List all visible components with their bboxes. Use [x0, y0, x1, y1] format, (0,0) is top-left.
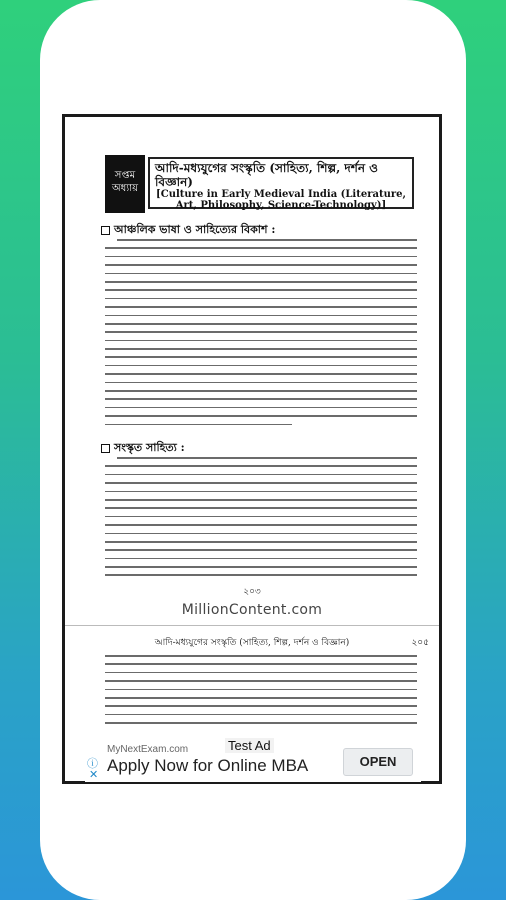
checkbox-icon [101, 226, 110, 235]
text-line [105, 705, 417, 707]
text-line [105, 390, 417, 392]
page-divider [65, 625, 439, 626]
text-line [105, 256, 417, 258]
text-line [105, 672, 417, 674]
checkbox-icon [101, 444, 110, 453]
text-line [105, 558, 417, 560]
chapter-title-box [148, 157, 414, 209]
section-heading-sanskrit-literature [101, 439, 185, 458]
text-line [105, 356, 417, 358]
chapter-title-english: [Culture in Early Medieval India (Literature, Art, Philosophy, Science-Technology)] [156, 189, 406, 211]
ad-label: Test Ad [225, 738, 274, 753]
chapter-title-bengali: আদি-মধ্যযুগের সংস্কৃতি (সাহিত্য, শিল্প, দর্শন ও বিজ্ঞান) [155, 161, 379, 189]
text-line [105, 689, 417, 691]
text-line [105, 524, 417, 526]
text-line [105, 663, 417, 665]
page-number: ২০৩ [243, 587, 261, 597]
ad-banner[interactable] [85, 738, 421, 782]
text-line [105, 499, 417, 501]
text-line [105, 474, 417, 476]
ad-source: MyNextExam.com [107, 744, 189, 755]
next-page-number: ২০৫ [411, 638, 429, 648]
text-line [105, 722, 417, 724]
text-line [105, 574, 417, 576]
text-line [105, 714, 417, 716]
next-page-paragraph [105, 655, 417, 735]
text-line [105, 382, 417, 384]
ad-headline[interactable]: Apply Now for Online MBA [107, 756, 309, 775]
ad-info-icon[interactable]: ⓘ [87, 757, 98, 770]
text-line [105, 697, 417, 699]
text-line [105, 331, 417, 333]
next-page-header: আদি-মধ্যযুগের সংস্কৃতি (সাহিত্য, শিল্প, দর্শন ও বিজ্ঞান) [154, 638, 350, 648]
chapter-badge-line2: অধ্যায় [112, 183, 138, 194]
book-page[interactable] [62, 114, 442, 784]
text-line [105, 281, 417, 283]
text-line [105, 541, 417, 543]
text-line [117, 239, 417, 241]
section-heading-label: আঞ্চলিক ভাষা ও সাহিত্যের বিকাশ : [114, 223, 276, 236]
text-line [105, 424, 292, 426]
text-line [105, 566, 417, 568]
text-line [105, 348, 417, 350]
text-line [105, 340, 417, 342]
text-line [105, 247, 417, 249]
text-line [105, 365, 417, 367]
text-line [105, 407, 417, 409]
ad-close-icon[interactable]: ✕ [89, 768, 99, 781]
chapter-header [105, 155, 417, 213]
text-line [105, 533, 417, 535]
text-line [105, 516, 417, 518]
paragraph-sanskrit-literature [105, 457, 417, 581]
text-line [105, 264, 417, 266]
text-line [105, 655, 417, 657]
paragraph-regional-language [105, 239, 417, 439]
text-line [105, 491, 417, 493]
text-line [105, 315, 417, 317]
section-heading-label: সংস্কৃত সাহিত্য : [114, 441, 185, 454]
chapter-badge-line1: সপ্তম [114, 170, 136, 181]
chapter-badge [105, 155, 145, 213]
text-line [105, 482, 417, 484]
text-line [105, 549, 417, 551]
ad-open-button[interactable]: OPEN [343, 748, 413, 776]
section-heading-regional-language [101, 221, 275, 240]
text-line [105, 398, 417, 400]
text-line [105, 507, 417, 509]
text-line [105, 289, 417, 291]
watermark: MillionContent.com [181, 602, 323, 618]
text-line [105, 306, 417, 308]
text-line [105, 323, 417, 325]
text-line [105, 680, 417, 682]
text-line [105, 415, 417, 417]
text-line [105, 273, 417, 275]
text-line [117, 457, 417, 459]
text-line [105, 298, 417, 300]
text-line [105, 373, 417, 375]
text-line [105, 465, 417, 467]
